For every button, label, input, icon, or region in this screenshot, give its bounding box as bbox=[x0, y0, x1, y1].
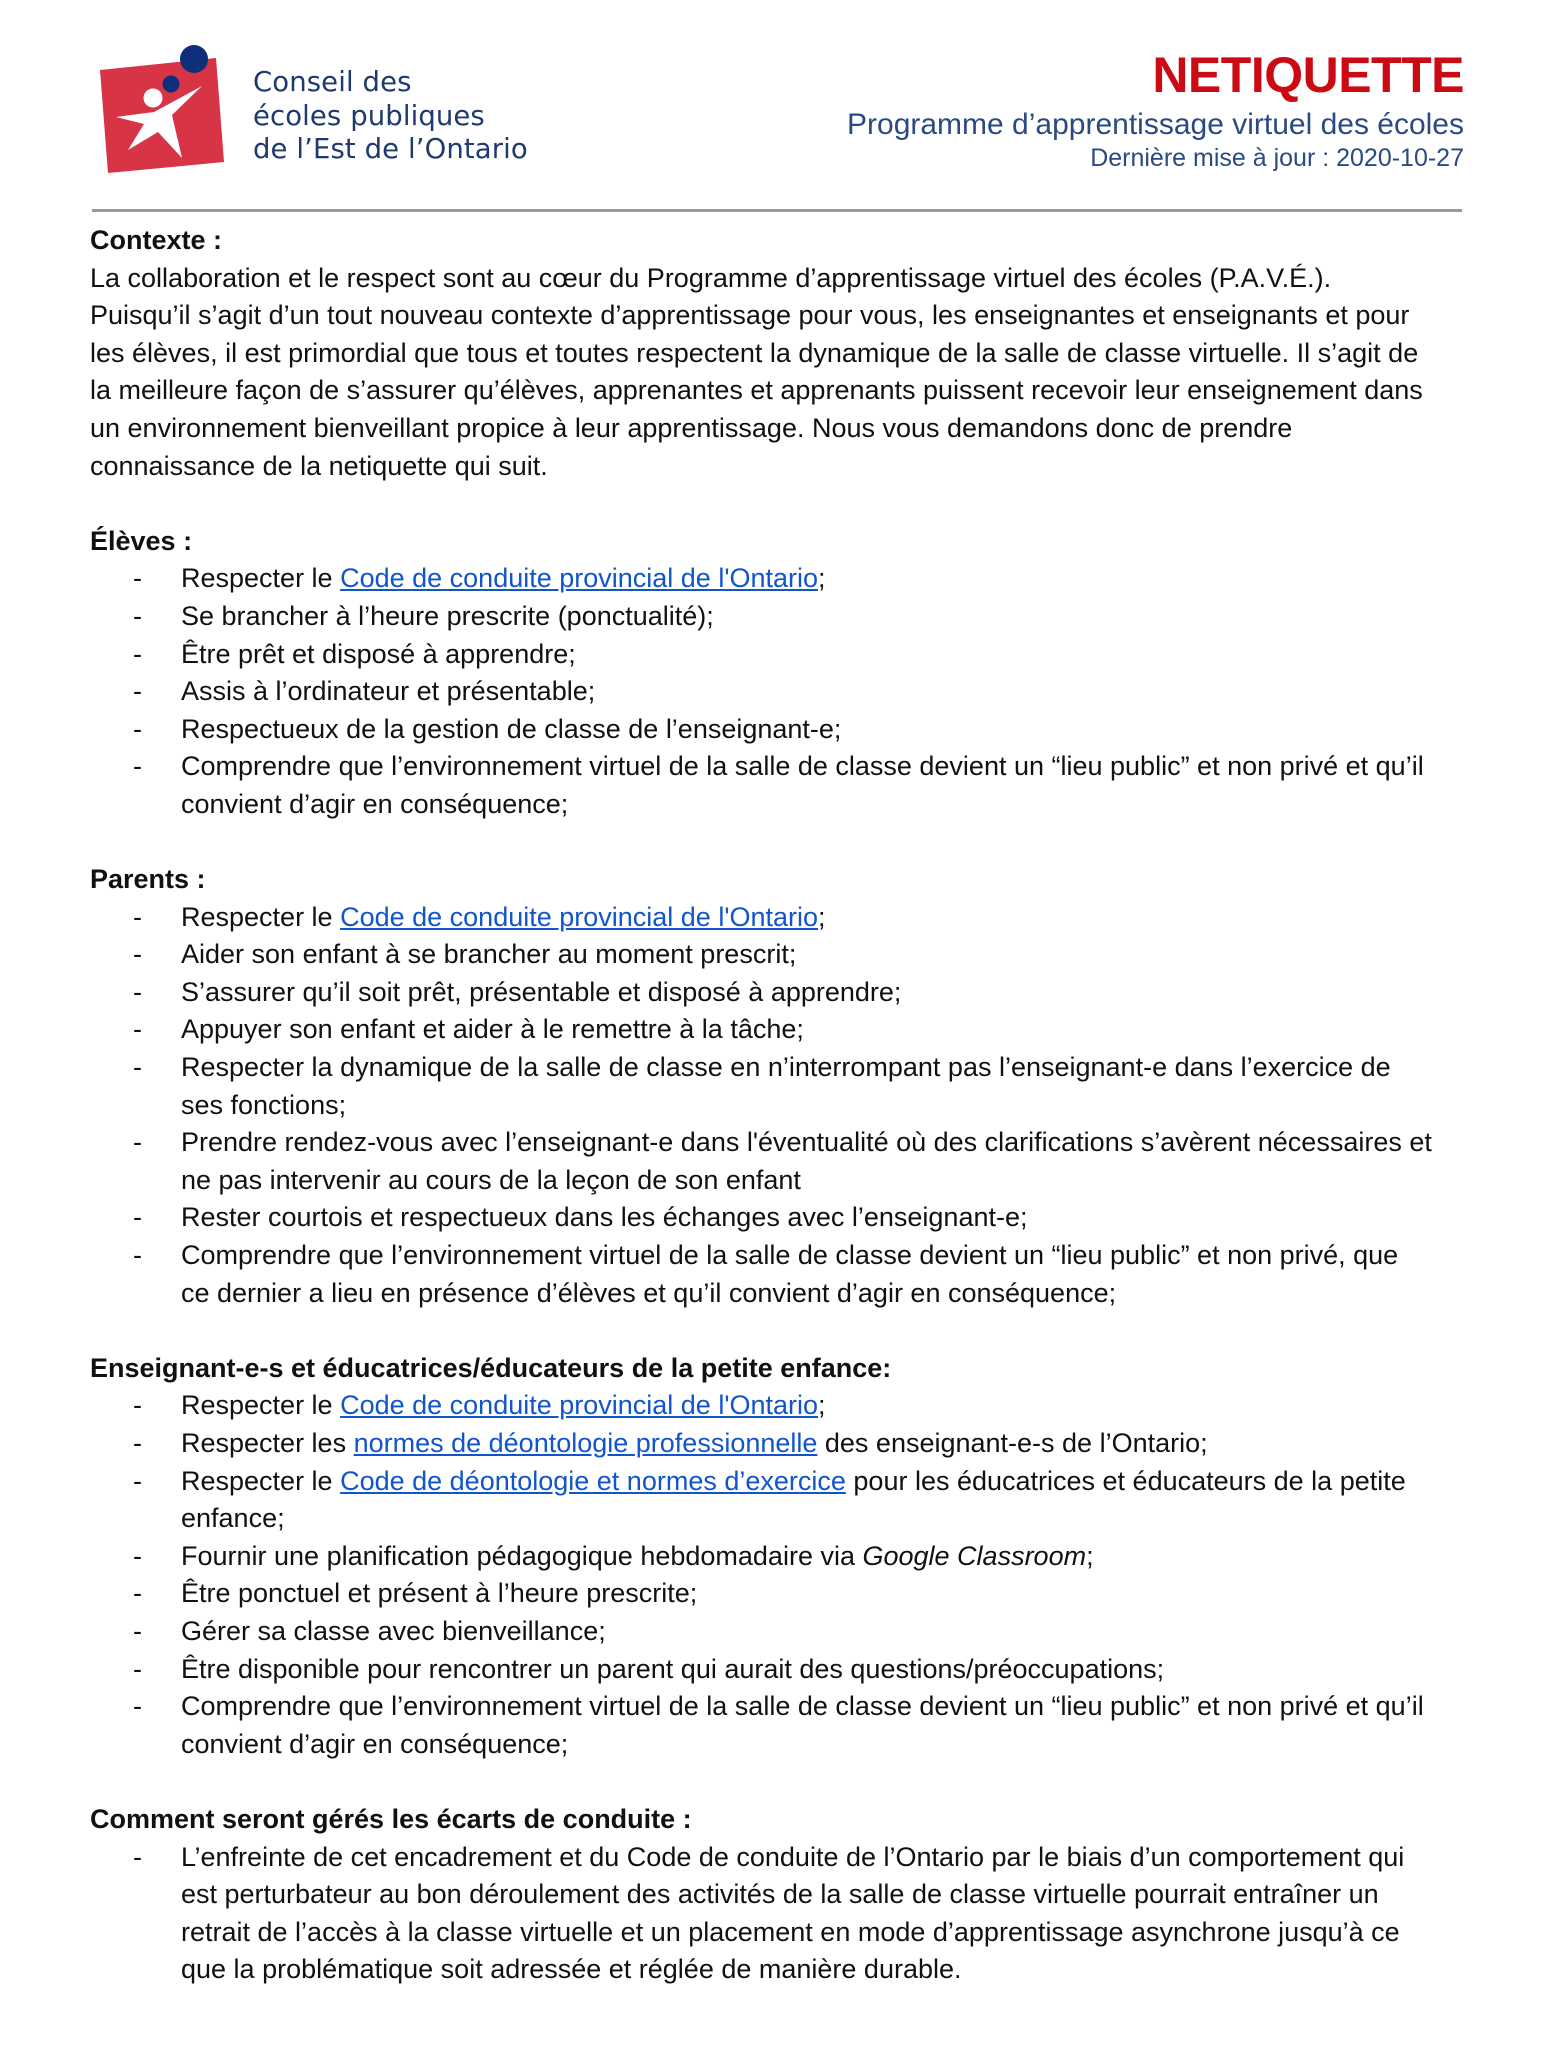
list-item bbox=[90, 1463, 1490, 1538]
logo-head bbox=[144, 89, 163, 108]
dash-bullet-icon: - bbox=[133, 638, 142, 669]
link-code-conduite-ontario[interactable]: Code de conduite provincial de l'Ontario bbox=[340, 563, 819, 594]
section-heading: Enseignant-e-s et éducatrices/éducateurs de la petite enfance: bbox=[90, 1352, 892, 1383]
spacer bbox=[90, 824, 1490, 862]
section-contexte bbox=[90, 222, 1490, 485]
paragraph-line: un environnement bienveillant propice à leur apprentissage. Nous vous demandons donc de prendre bbox=[90, 412, 1293, 443]
link-code-deontologie-normes-exercice[interactable]: Code de déontologie et normes d’exercice bbox=[340, 1465, 846, 1496]
list-item bbox=[90, 1387, 1490, 1425]
list-item bbox=[90, 1425, 1490, 1463]
item-text: ; bbox=[818, 1390, 826, 1421]
section-parents bbox=[90, 861, 1490, 1312]
list-item bbox=[90, 560, 1490, 598]
paragraph-line: La collaboration et le respect sont au cœur du Programme d’apprentissage virtuel des écoles (P.A.V.É.). bbox=[90, 262, 1332, 293]
item-text-line: ce dernier a lieu en présence d’élèves et qu’il convient d’agir en conséquence; bbox=[181, 1277, 1117, 1308]
dash-bullet-icon: - bbox=[133, 1202, 142, 1233]
dash-bullet-icon: - bbox=[133, 1841, 142, 1872]
list-item bbox=[90, 1839, 1490, 1989]
list-item bbox=[90, 748, 1490, 823]
rules-list bbox=[90, 899, 1490, 1313]
dash-bullet-icon: - bbox=[133, 1014, 142, 1045]
dash-bullet-icon: - bbox=[133, 901, 142, 932]
item-text: Fournir une planification pédagogique hebdomadaire via bbox=[181, 1540, 863, 1571]
last-updated-date: Dernière mise à jour : 2020-10-27 bbox=[1090, 144, 1464, 172]
org-name-line-2: écoles publiques bbox=[253, 99, 485, 132]
list-item bbox=[90, 1651, 1490, 1689]
item-text-line bbox=[181, 1463, 1490, 1501]
rules-list bbox=[90, 560, 1490, 823]
link-code-conduite-ontario[interactable]: Code de conduite provincial de l'Ontario bbox=[340, 901, 819, 932]
item-text-line: convient d’agir en conséquence; bbox=[181, 788, 569, 819]
list-item bbox=[90, 1688, 1490, 1763]
dash-bullet-icon: - bbox=[133, 751, 142, 782]
item-text: Assis à l’ordinateur et présentable; bbox=[181, 676, 596, 707]
item-text-line: convient d’agir en conséquence; bbox=[181, 1728, 569, 1759]
list-item bbox=[90, 1538, 1490, 1576]
list-item bbox=[90, 1613, 1490, 1651]
rules-list bbox=[90, 1387, 1490, 1763]
dash-bullet-icon: - bbox=[133, 1578, 142, 1609]
paragraph-line: les élèves, il est primordial que tous et toutes respectent la dynamique de la salle de classe virtuelle. Il s’agit de bbox=[90, 337, 1419, 368]
item-text-line: enfance; bbox=[181, 1503, 285, 1534]
dash-bullet-icon: - bbox=[133, 1240, 142, 1271]
item-text-line: Comprendre que l’environnement virtuel de la salle de classe devient un “lieu public” et non privé et qu’il bbox=[181, 1691, 1424, 1722]
section-heading: Contexte : bbox=[90, 225, 223, 255]
item-text: Se brancher à l’heure prescrite (ponctualité); bbox=[181, 600, 714, 631]
item-text-line: Respecter la dynamique de la salle de classe en n’interrompant pas l’enseignant-e dans l’exercice de bbox=[181, 1052, 1391, 1083]
org-name-line-3: de l’Est de l’Ontario bbox=[253, 133, 528, 165]
item-text-line: retrait de l’accès à la classe virtuelle et un placement en mode d’apprentissage asynchrone jusqu’à ce bbox=[181, 1916, 1400, 1947]
list-item bbox=[90, 598, 1490, 636]
list-item bbox=[90, 899, 1490, 937]
dash-bullet-icon: - bbox=[133, 1428, 142, 1458]
item-text: des enseignant-e-s de l’Ontario; bbox=[817, 1428, 1208, 1458]
section-heading: Élèves : bbox=[90, 525, 193, 556]
dash-bullet-icon: - bbox=[133, 1540, 142, 1571]
dash-bullet-icon: - bbox=[133, 563, 142, 594]
google-classroom-text: Google Classroom bbox=[862, 1540, 1087, 1571]
list-item bbox=[90, 974, 1490, 1012]
item-text: Respecter le bbox=[181, 563, 341, 594]
dash-bullet-icon: - bbox=[133, 1615, 142, 1646]
logo-small-dot bbox=[163, 76, 180, 93]
item-text: Aider son enfant à se brancher au moment prescrit; bbox=[181, 939, 797, 970]
list-item bbox=[90, 1575, 1490, 1613]
item-text: ; bbox=[1086, 1540, 1094, 1571]
item-text: Gérer sa classe avec bienveillance; bbox=[181, 1615, 606, 1646]
section-heading: Comment seront gérés les écarts de conduite : bbox=[90, 1803, 692, 1834]
item-text: Rester courtois et respectueux dans les échanges avec l’enseignant-e; bbox=[181, 1202, 1028, 1233]
dash-bullet-icon: - bbox=[133, 676, 142, 707]
organization-name bbox=[253, 66, 528, 167]
item-text: Être ponctuel et présent à l’heure prescrite; bbox=[181, 1578, 698, 1609]
item-text-line: Prendre rendez-vous avec l’enseignant-e dans l'éventualité où des clarifications s’avèrent nécessaires et bbox=[181, 1127, 1432, 1158]
org-name-line-1: Conseil des bbox=[253, 66, 412, 98]
section-enseignants bbox=[90, 1350, 1490, 1764]
paragraph-line: la meilleure façon de s’assurer qu’élèves, apprenantes et apprenants puissent recevoir leur enseignement dans bbox=[90, 375, 1423, 406]
cepeo-logo-icon bbox=[98, 40, 248, 176]
logo-large-dot bbox=[180, 45, 208, 73]
dash-bullet-icon: - bbox=[133, 1653, 142, 1684]
dash-bullet-icon: - bbox=[133, 1691, 142, 1722]
link-code-conduite-ontario[interactable]: Code de conduite provincial de l'Ontario bbox=[340, 1390, 819, 1421]
item-text-line: est perturbateur au bon déroulement des activités de la salle de classe virtuelle pourrait entraîner un bbox=[181, 1879, 1379, 1910]
item-text-line: que la problématique soit adressée et réglée de manière durable. bbox=[181, 1954, 962, 1985]
section-ecarts-de-conduite bbox=[90, 1801, 1490, 1989]
item-text: S’assurer qu’il soit prêt, présentable et disposé à apprendre; bbox=[181, 976, 902, 1007]
section-heading: Parents : bbox=[90, 864, 206, 895]
item-text: Respecter les bbox=[181, 1428, 354, 1458]
spacer bbox=[90, 1763, 1490, 1801]
link-normes-deontologie[interactable]: normes de déontologie professionnelle bbox=[353, 1428, 818, 1458]
document-subtitle: Programme d’apprentissage virtuel des écoles bbox=[847, 108, 1464, 141]
header-divider bbox=[92, 209, 1462, 212]
item-text: pour les éducatrices et éducateurs de la petite bbox=[845, 1465, 1406, 1496]
paragraph-line: Puisqu’il s’agit d’un tout nouveau contexte d’apprentissage pour vous, les enseignantes et enseignants et pour bbox=[90, 300, 1410, 331]
spacer bbox=[90, 485, 1490, 523]
dash-bullet-icon: - bbox=[133, 939, 142, 970]
item-text: ; bbox=[818, 563, 826, 594]
item-text: Être prêt et disposé à apprendre; bbox=[181, 638, 576, 669]
list-item bbox=[90, 711, 1490, 749]
list-item bbox=[90, 673, 1490, 711]
section-eleves bbox=[90, 523, 1490, 824]
dash-bullet-icon: - bbox=[133, 713, 142, 744]
dash-bullet-icon: - bbox=[133, 600, 142, 631]
list-item bbox=[90, 1237, 1490, 1312]
list-item bbox=[90, 1011, 1490, 1049]
item-text: Respecter le bbox=[181, 901, 341, 932]
item-text-line: ses fonctions; bbox=[181, 1089, 347, 1120]
list-item bbox=[90, 936, 1490, 974]
item-text: Respectueux de la gestion de classe de l’enseignant-e; bbox=[181, 713, 842, 744]
dash-bullet-icon: - bbox=[133, 1052, 142, 1083]
dash-bullet-icon: - bbox=[133, 1390, 142, 1421]
dash-bullet-icon: - bbox=[133, 1127, 142, 1158]
rules-list bbox=[90, 1839, 1490, 1989]
list-item bbox=[90, 1124, 1490, 1199]
item-text: Respecter le bbox=[181, 1465, 341, 1496]
item-text: Être disponible pour rencontrer un parent qui aurait des questions/préoccupations; bbox=[181, 1653, 1165, 1684]
item-text-line: L’enfreinte de cet encadrement et du Code de conduite de l’Ontario par le biais d’un comportement qui bbox=[181, 1841, 1405, 1872]
item-text-line: Comprendre que l’environnement virtuel de la salle de classe devient un “lieu public” et non privé et qu’il bbox=[181, 751, 1424, 782]
item-text: Respecter le bbox=[181, 1390, 341, 1421]
item-text: Appuyer son enfant et aider à le remettre à la tâche; bbox=[181, 1014, 804, 1045]
item-text-line: ne pas intervenir au cours de la leçon de son enfant bbox=[181, 1164, 801, 1195]
dash-bullet-icon: - bbox=[133, 976, 142, 1007]
list-item bbox=[90, 636, 1490, 674]
document-body bbox=[90, 222, 1490, 1989]
document-title: NETIQUETTE bbox=[1152, 47, 1464, 103]
item-text-line: Comprendre que l’environnement virtuel de la salle de classe devient un “lieu public” et non privé, que bbox=[181, 1240, 1399, 1271]
dash-bullet-icon: - bbox=[133, 1465, 142, 1496]
paragraph-line: connaissance de la netiquette qui suit. bbox=[90, 450, 548, 481]
item-text: ; bbox=[818, 901, 826, 932]
list-item bbox=[90, 1049, 1490, 1124]
spacer bbox=[90, 1312, 1490, 1350]
list-item bbox=[90, 1199, 1490, 1237]
